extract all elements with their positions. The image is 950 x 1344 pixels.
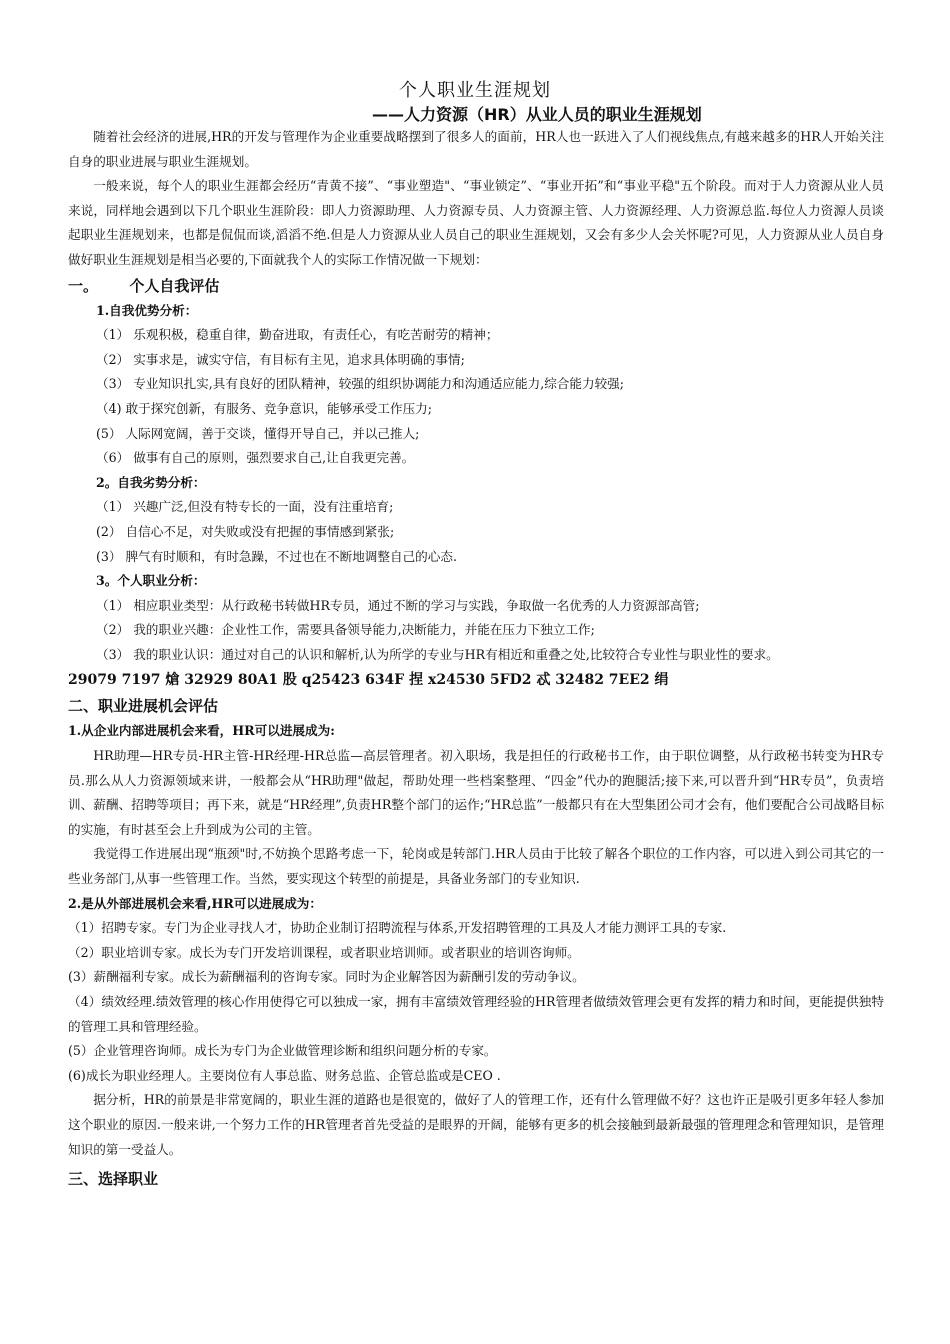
weakness-item: (2） 自信心不足，对失败或没有把握的事情感到紧张; (96, 523, 395, 539)
code-line: 29079 7197 熗 32929 80A1 股 q25423 634F 捏 x24530 5FD2 忒 32482 7EE2 绢 (68, 672, 669, 689)
section-heading-choose-career: 三、选择职业 (68, 1170, 159, 1189)
external-item: （1）招聘专家。专门为企业寻找人才，协助企业制订招聘流程与体系,开发招聘管理的工具及人才能力测评工具的专家. (68, 920, 727, 936)
subheading-strengths: 1.自我优势分析： (96, 302, 198, 318)
document-subtitle: ——人力资源（HR）从业人员的职业生涯规划 (372, 105, 702, 124)
internal-paragraph-2: 我觉得工作进展出现“瓶颈"时,不妨换个思路考虑一下，轮岗或是转部门.HR人员由于比较了解各个职位的工作内容，可以进入到公司其它的一些业务部门,从事一些管理工作。当然，要实现这个转型的前提是，具备业务部门的专业知识. (68, 846, 884, 887)
subheading-internal: 1.从企业内部进展机会来看，HR可以进展成为: (68, 723, 335, 739)
section-heading-self-assessment: 一。 个人自我评估 (68, 276, 220, 295)
intro-paragraph-2: 一般来说，每个人的职业生涯都会经历“青黄不接”、“事业塑造"、“事业锁定”、“事业开拓”和“事业平稳"五个阶段。而对于人力资源从业人员来说，同样地会遇到以下几个职业生涯阶段：即人力资源助理、人力资源专员、人力资源主管、人力资源经理、人力资源总监.每位人力资源人员谈起职业生涯规划来，也都是侃侃而谈,滔滔不绝.但是人力资源从业人员自己的职业生涯规划，又会有多少人会关怀呢?可见，人力资源从业人员自身做好职业生涯规划是相当必要的,下面就我个人的实际工作情况做一下规划： (68, 178, 884, 267)
career-item: （1） 相应职业类型：从行政秘书转做HR专员，通过不断的学习与实践，争取做一名优秀的人力资源部高管; (96, 597, 700, 613)
document-body (68, 125, 884, 1196)
external-item: (3）薪酬福利专家。成长为薪酬福利的咨询专家。同时为企业解答因为薪酬引发的劳动争议。 (68, 969, 585, 985)
external-item: (6)成长为职业经理人。主要岗位有人事总监、财务总监、企管总监或是CEO . (68, 1067, 501, 1083)
subheading-weaknesses: 2。自我劣势分析： (96, 474, 206, 490)
strength-item: （1） 乐观积极，稳重自律，勤奋进取，有责任心，有吃苦耐劳的精神； (96, 327, 499, 343)
document-title: 个人职业生涯规划 (399, 80, 551, 101)
career-item: （3） 我的职业认识：通过对自己的认识和解析,认为所学的专业与HR有相近和重叠之处,比较符合专业性与职业性的要求。 (96, 646, 779, 662)
strength-item: （6） 做事有自己的原则，强烈要求自己,让自我更完善。 (96, 450, 415, 466)
subheading-external: 2.是从外部进展机会来看,HR可以进展成为： (68, 895, 322, 911)
external-item: （2）职业培训专家。成长为专门开发培训课程，或者职业培训师。或者职业的培训咨询师。 (68, 944, 580, 960)
external-item: (5）企业管理咨询师。成长为专门为企业做管理诊断和组织问题分析的专家。 (68, 1043, 497, 1059)
strength-item: （2） 实事求是，诚实守信，有目标有主见，追求具体明确的事情; (96, 351, 465, 367)
internal-paragraph-1: HR助理—HR专员-HR主管-HR经理-HR总监—高层管理者。初入职场，我是担任的行政秘书工作，由于职位调整，从行政秘书转变为HR专员.那么从人力资源领域来讲，一般都会从“HR助理"做起，帮助处理一些档案整理、“四金”代办的跑腿活;接下来,可以晋升到“HR专员”，负责培训、薪酬、招聘等项目；再下来，就是“HR经理”,负责HR整个部门的运作;“HR总监”一般都只有在大型集团公司才会有，他们要配合公司战略目标的实施，有时甚至会上升到成为公司的主管。 (68, 748, 884, 837)
section-heading-opportunity: 二、职业进展机会评估 (68, 697, 219, 716)
weakness-item: (3） 脾气有时顺和，有时急躁，不过也在不断地调整自己的心态. (96, 548, 457, 564)
strength-item: （4) 敢于探究创新，有服务、竞争意识，能够承受工作压力; (96, 400, 433, 416)
subheading-career-analysis: 3。个人职业分析： (96, 573, 206, 589)
strength-item: （3） 专业知识扎实,具有良好的团队精神，较强的组织协调能力和沟通适应能力,综合能力较强; (96, 376, 625, 392)
external-item: （4）绩效经理.绩效管理的核心作用使得它可以独成一家，拥有丰富绩效管理经验的HR管理者做绩效管理会更有发挥的精力和时间，更能提供独特的管理工具和管理经验。 (68, 994, 884, 1034)
strength-item: (5） 人际网宽阔，善于交谈，懂得开导自己，并以己推人; (96, 425, 420, 441)
intro-paragraph-1: 随着社会经济的进展,HR的开发与管理作为企业重要战略摆到了很多人的面前，HR人也一跃进入了人们视线焦点,有越来越多的HR人开始关注自身的职业进展与职业生涯规划。 (68, 129, 884, 169)
conclusion-paragraph: 据分析，HR的前景是非常宽阔的，职业生涯的道路也是很宽的，做好了人的管理工作，还有什么管理做不好？这也许正是吸引更多年轻人参加这个职业的原因.一般来讲,一个努力工作的HR管理者首先受益的是眼界的开阔，能够有更多的机会接触到最新最强的管理理念和管理知识，是管理知识的第一受益人。 (68, 1092, 884, 1157)
weakness-item: （1） 兴趣广泛,但没有特专长的一面，没有注重培育; (96, 499, 394, 515)
career-item: （2） 我的职业兴趣：企业性工作，需要具备领导能力,决断能力，并能在压力下独立工作; (96, 622, 595, 638)
